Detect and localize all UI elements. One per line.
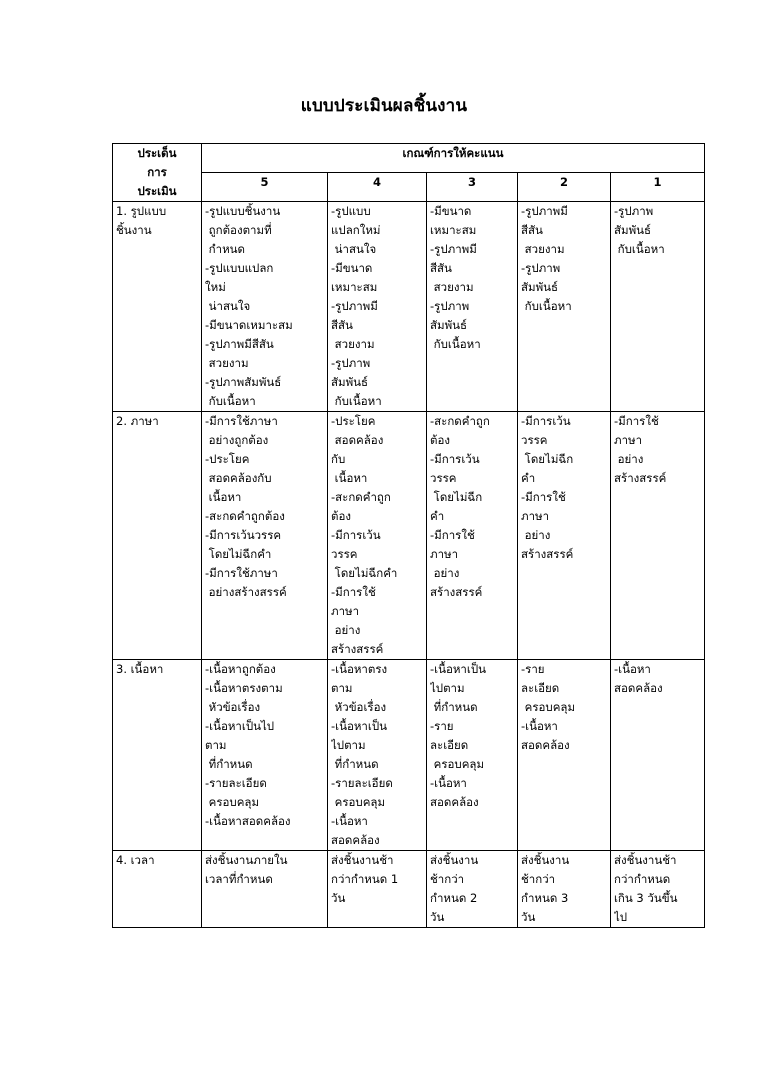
cell-line: สอดคล้อง [521,738,570,752]
cell-line: -รูปภาพมี [521,204,568,218]
cell-score-3 [427,660,518,851]
cell-line: -เนื้อหา [430,776,467,790]
cell-line: สอดคล้อง [331,833,380,847]
cell-line: ครอบคลุม [205,795,260,809]
cell-score-1 [611,660,705,851]
cell-line: สวยงาม [521,242,565,256]
cell-score-2 [518,412,611,660]
cell-line: วรรค [430,471,457,485]
cell-line: สวยงาม [430,280,474,294]
cell-line: -รูปภาพมีสีสัน [205,337,274,351]
cell-line: -มีการใช้ภาษา [205,414,278,428]
cell-line: น่าสนใจ [331,242,377,256]
cell-score-1 [611,202,705,412]
cell-score-4 [328,851,427,928]
cell-score-2 [518,851,611,928]
cell-line: กับเนื้อหา [205,394,256,408]
cell-line: ส่งชิ้นงานช้า [331,853,394,867]
cell-line: วัน [430,910,445,924]
criteria-header-line: ประเมิน [137,184,177,198]
cell-score-1 [611,851,705,928]
cell-line: -รายละเอียด [331,776,393,790]
cell-line: สีสัน [430,261,452,275]
cell-score-4 [328,412,427,660]
cell-line: สร้างสรรค์ [614,471,667,485]
cell-line: ส่งชิ้นงาน [430,853,479,867]
cell-line: กว่ากำหนด [614,872,671,886]
cell-line: -มีการใช้ [521,490,566,504]
cell-line: -รูปแบบ [331,204,371,218]
cell-line: -เนื้อหา [331,814,368,828]
rubric-table [112,143,705,928]
document-title: แบบประเมินผลชิ้นงาน [300,96,468,116]
cell-line: -รูปภาพมี [331,299,378,313]
score-5-header: 5 [202,173,328,202]
cell-line: กับ [331,452,346,466]
cell-line: ชิ้นงาน [116,223,152,237]
cell-line: สอดคล้อง [430,795,479,809]
cell-line: -รูปภาพมี [430,242,477,256]
cell-line: -เนื้อหาถูกต้อง [205,662,276,676]
cell-score-2 [518,660,611,851]
cell-score-4 [328,202,427,412]
cell-score-3 [427,412,518,660]
cell-score-1 [611,412,705,660]
cell-line: -มีการใช้ภาษา [205,566,278,580]
cell-line: ส่งชิ้นงานช้า [614,853,677,867]
cell-line: -รูปภาพ [430,299,470,313]
score-4-header: 4 [328,173,427,202]
cell-line: -มีขนาด [331,261,373,275]
cell-line: -มีการเว้น [331,528,381,542]
cell-line: ภาษา [430,547,459,561]
cell-line: -ประโยค [331,414,376,428]
criteria-header-line: ประเด็น [137,146,177,160]
criteria-header-line: การ [147,165,167,179]
scoring-criteria-header: เกณฑ์การให้คะแนน [202,144,705,173]
cell-line: สวยงาม [331,337,375,351]
score-1-header: 1 [611,173,705,202]
cell-line: อย่าง [430,566,460,580]
cell-line: ส่งชิ้นงาน [521,853,570,867]
cell-line: วัน [331,891,346,905]
cell-line: -เนื้อหาตรงตาม [205,681,283,695]
cell-line: -เนื้อหา [521,719,558,733]
cell-line: -สะกดคำถูก [430,414,490,428]
score-3-header: 3 [427,173,518,202]
cell-line: โดยไม่ฉีก [521,452,574,466]
cell-line: -มีการใช้ [430,528,475,542]
cell-line: กำหนด 2 [430,891,478,905]
row-label [113,412,202,660]
cell-line: อย่างสร้างสรรค์ [205,585,287,599]
cell-line: วรรค [521,433,548,447]
cell-line: ครอบคลุม [521,700,576,714]
cell-line: -รูปภาพ [521,261,561,275]
cell-line: โดยไม่ฉีกคำ [205,547,272,561]
cell-line: 2. ภาษา [116,414,159,428]
cell-line: เนื้อหา [205,490,242,504]
cell-line: เนื้อหา [331,471,368,485]
cell-line: -เนื้อหาเป็นไป [205,719,275,733]
cell-line: อย่าง [614,452,644,466]
cell-line: อย่าง [521,528,551,542]
criteria-header [113,144,202,202]
cell-line: ภาษา [331,604,360,618]
cell-line: -รูปแบบชิ้นงาน [205,204,281,218]
cell-line: -รูปภาพ [331,356,371,370]
cell-line: -เนื้อหาเป็น [331,719,387,733]
cell-line: -มีการเว้น [521,414,571,428]
score-2-header: 2 [518,173,611,202]
rubric-row-time [113,851,705,928]
cell-line: ละเอียด [430,738,469,752]
cell-line: สีสัน [521,223,543,237]
cell-score-5 [202,202,328,412]
cell-line: ส่งชิ้นงานภายใน [205,853,288,867]
cell-line: -ราย [521,662,545,676]
cell-line: -เนื้อหาตรง [331,662,388,676]
cell-line: -มีการเว้น [430,452,480,466]
cell-line: ที่กำหนด [205,757,253,771]
cell-line: -เนื้อหา [614,662,651,676]
cell-line: ที่กำหนด [331,757,379,771]
cell-line: ครอบคลุม [331,795,386,809]
cell-line: -เนื้อหาเป็น [430,662,486,676]
rubric-row-content [113,660,705,851]
cell-line: น่าสนใจ [205,299,251,313]
cell-line: ต้อง [331,509,351,523]
cell-line: สร้างสรรค์ [430,585,483,599]
cell-line: 3. เนื้อหา [116,662,164,676]
cell-line: หัวข้อเรื่อง [205,700,261,714]
cell-score-5 [202,412,328,660]
cell-line: ละเอียด [521,681,560,695]
cell-line: -รูปภาพ [614,204,654,218]
cell-line: สัมพันธ์ [614,223,652,237]
cell-line: สร้างสรรค์ [331,642,384,656]
row-label [113,660,202,851]
cell-line: ไปตาม [430,681,465,695]
cell-line: -ราย [430,719,454,733]
cell-line: ตาม [205,738,227,752]
cell-line: ภาษา [614,433,643,447]
cell-line: สร้างสรรค์ [521,547,574,561]
cell-line: ต้อง [430,433,450,447]
cell-line: ที่กำหนด [430,700,478,714]
cell-line: -มีขนาด [430,204,472,218]
cell-line: กับเนื้อหา [521,299,572,313]
cell-line: -สะกดคำถูก [331,490,391,504]
cell-line: -ประโยค [205,452,250,466]
cell-line: ครอบคลุม [430,757,485,771]
cell-line: กับเนื้อหา [614,242,665,256]
cell-line: เวลาที่กำหนด [205,872,273,886]
cell-line: สวยงาม [205,356,249,370]
row-label [113,851,202,928]
cell-line: หัวข้อเรื่อง [331,700,387,714]
cell-line: ช้ากว่า [521,872,556,886]
cell-line: สอดคล้อง [331,433,384,447]
cell-line: สัมพันธ์ [430,318,468,332]
cell-line: -รูปแบบแปลก [205,261,274,275]
cell-line: ถูกต้องตามที่ [205,223,272,237]
cell-line: -เนื้อหาสอดคล้อง [205,814,291,828]
cell-line: 1. รูปแบบ [116,204,167,218]
cell-line: เกิน 3 วันขึ้น [614,891,678,905]
cell-line: วรรค [331,547,358,561]
cell-line: -รูปภาพสัมพันธ์ [205,375,282,389]
cell-line: ช้ากว่า [430,872,465,886]
cell-line: เหมาะสม [430,223,477,237]
cell-score-3 [427,202,518,412]
cell-score-4 [328,660,427,851]
cell-line: กำหนด [205,242,245,256]
rubric-row-format [113,202,705,412]
cell-line: แปลกใหม่ [331,223,381,237]
cell-line: กับเนื้อหา [430,337,481,351]
cell-line: -สะกดคำถูกต้อง [205,509,285,523]
cell-line: ใหม่ [205,280,226,294]
header-row-1 [113,144,705,173]
cell-line: อย่าง [331,623,361,637]
cell-line: สีสัน [331,318,353,332]
cell-line: -มีขนาดเหมาะสม [205,318,293,332]
cell-line: ไป [614,910,628,924]
cell-score-5 [202,660,328,851]
cell-line: สอดคล้อง [614,681,663,695]
cell-line: 4. เวลา [116,853,155,867]
cell-line: เหมาะสม [331,280,378,294]
cell-line: ไปตาม [331,738,366,752]
row-label [113,202,202,412]
cell-line: กว่ากำหนด 1 [331,872,399,886]
cell-line: วัน [521,910,536,924]
cell-line: -มีการใช้ [331,585,376,599]
cell-line: อย่างถูกต้อง [205,433,269,447]
cell-line: สัมพันธ์ [331,375,369,389]
cell-line: กับเนื้อหา [331,394,382,408]
cell-score-5 [202,851,328,928]
cell-line: โดยไม่ฉีก [430,490,483,504]
cell-score-2 [518,202,611,412]
cell-line: คำ [430,509,445,523]
cell-line: โดยไม่ฉีกคำ [331,566,398,580]
cell-line: -มีการใช้ [614,414,659,428]
cell-line: สัมพันธ์ [521,280,559,294]
cell-line: -มีการเว้นวรรค [205,528,282,542]
header-row-2 [113,173,705,202]
cell-line: ภาษา [521,509,550,523]
cell-line: สอดคล้องกับ [205,471,272,485]
cell-line: คำ [521,471,536,485]
cell-line: -รายละเอียด [205,776,267,790]
cell-line: กำหนด 3 [521,891,569,905]
cell-line: ตาม [331,681,353,695]
rubric-row-language [113,412,705,660]
cell-score-3 [427,851,518,928]
